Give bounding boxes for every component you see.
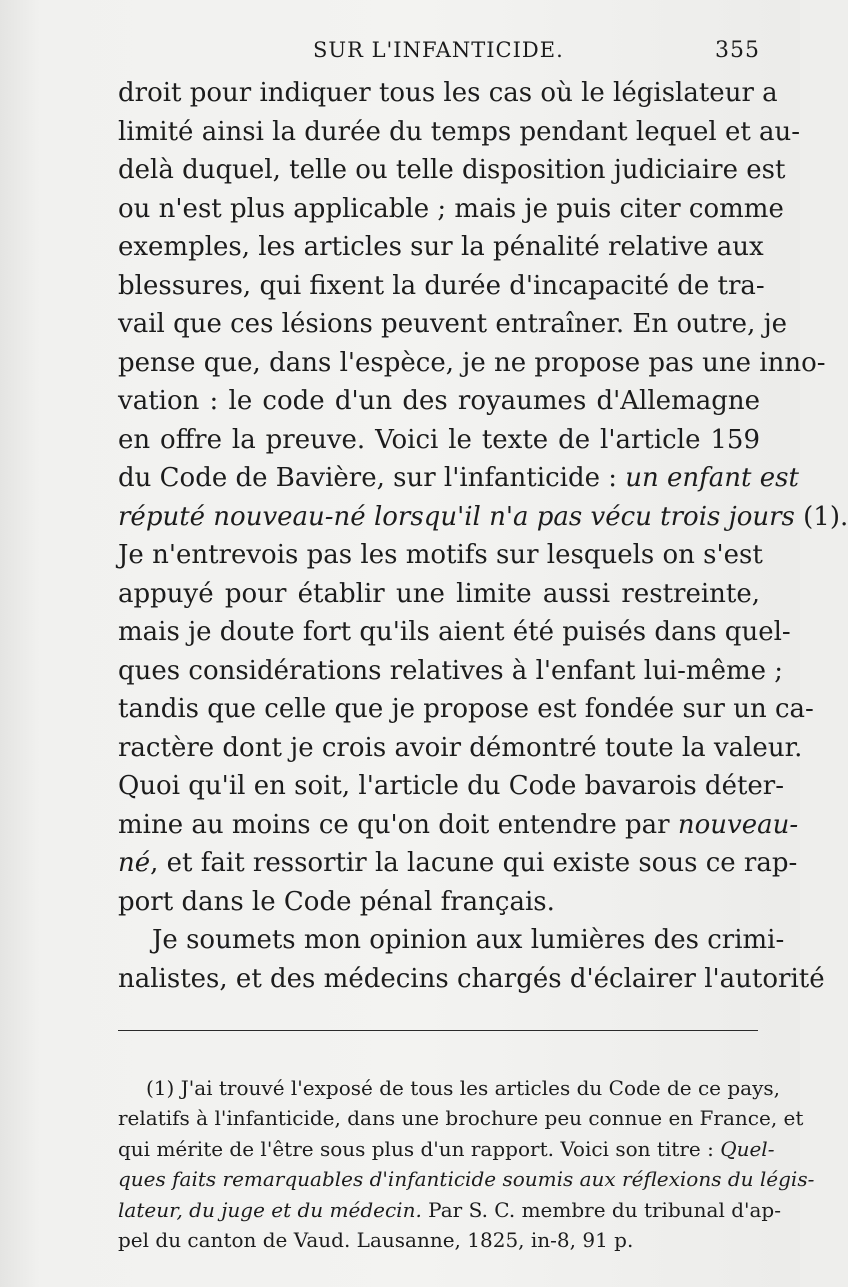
- footnote: [118, 1073, 815, 1255]
- footnote-line: pel du canton de Vaud. Lausanne, 1825, in-8, 91 p.: [118, 1227, 634, 1252]
- roman-text: mine au moins ce qu'on doit entendre par: [118, 809, 678, 840]
- footnote-line: (1) J'ai trouvé l'exposé de tous les articles du Code de ce pays,: [146, 1076, 781, 1100]
- body-line: tandis que celle que je propose est fondée sur un ca-: [118, 694, 814, 724]
- italic-text: un enfant est: [625, 463, 799, 493]
- body-line: Quoi qu'il en soit, l'article du Code bavarois déter-: [118, 771, 785, 801]
- body-line: pense que, dans l'espèce, je ne propose pas une inno-: [118, 347, 826, 378]
- body-line: [118, 498, 848, 537]
- italic-text: réputé nouveau-né lorsqu'il n'a pas vécu trois jours: [118, 501, 795, 532]
- body-line: vation : le code d'un des royaumes d'Allemagne: [118, 386, 760, 416]
- body-line: [118, 844, 798, 883]
- body-line: Je soumets mon opinion aux lumières des crimi-: [152, 925, 785, 955]
- page-header: [118, 38, 760, 68]
- body-line: nalistes, et des médecins chargés d'éclairer l'autorité: [118, 963, 825, 994]
- body-line: port dans le Code pénal français.: [118, 886, 555, 917]
- body-line: en offre la preuve. Voici le texte de l'article 159: [118, 424, 760, 455]
- body-line: appuyé pour établir une limite aussi restreinte,: [118, 578, 760, 609]
- roman-text: (1).: [794, 501, 848, 532]
- roman-text: du Code de Bavière, sur l'infanticide :: [118, 463, 626, 493]
- body-line: droit pour indiquer tous les cas où le législateur a: [118, 78, 778, 108]
- running-title: SUR L'INFANTICIDE.: [313, 38, 564, 62]
- body-line: blessures, qui fixent la durée d'incapacité de tra-: [118, 270, 765, 301]
- body-line: mais je doute fort qu'ils aient été puisés dans quel-: [118, 617, 791, 647]
- italic-text: ques faits remarquables d'infanticide soumis aux réflexions du légis-: [118, 1167, 815, 1192]
- body-line: [118, 806, 799, 845]
- body-line: delà duquel, telle ou telle disposition judiciaire est: [118, 155, 786, 185]
- footnote-line: [118, 1134, 775, 1164]
- body-text: [118, 74, 848, 998]
- footnote-line: [118, 1195, 781, 1225]
- body-line: exemples, les articles sur la pénalité relative aux: [118, 232, 764, 262]
- italic-text: lateur, du juge et du médecin.: [118, 1197, 422, 1222]
- body-line: vail que ces lésions peuvent entraîner. En outre, je: [118, 309, 788, 339]
- roman-text: Par S. C. membre du tribunal d'ap-: [421, 1197, 781, 1222]
- footnote-line: relatifs à l'infanticide, dans une brochure peu connue en France, et: [118, 1106, 804, 1131]
- body-line: ractère dont je crois avoir démontré toute la valeur.: [118, 732, 803, 763]
- body-line: Je n'entrevois pas les motifs sur lesquels on s'est: [118, 540, 763, 570]
- body-line: [118, 459, 799, 498]
- roman-text: , et fait ressortir la lacune qui existe sous ce rap-: [150, 848, 798, 878]
- footnote-line: [118, 1164, 815, 1194]
- italic-text: Quel-: [720, 1136, 775, 1161]
- body-line: limité ainsi la durée du temps pendant lequel et au-: [118, 116, 801, 147]
- footnote-rule: [118, 1030, 758, 1031]
- roman-text: qui mérite de l'être sous plus d'un rapport. Voici son titre :: [118, 1136, 721, 1161]
- italic-text: nouveau-: [677, 809, 799, 840]
- italic-text: né: [118, 848, 151, 878]
- body-line: ques considérations relatives à l'enfant lui-même ;: [118, 655, 784, 686]
- body-line: ou n'est plus applicable ; mais je puis citer comme: [118, 193, 784, 224]
- page-number: 355: [715, 38, 760, 63]
